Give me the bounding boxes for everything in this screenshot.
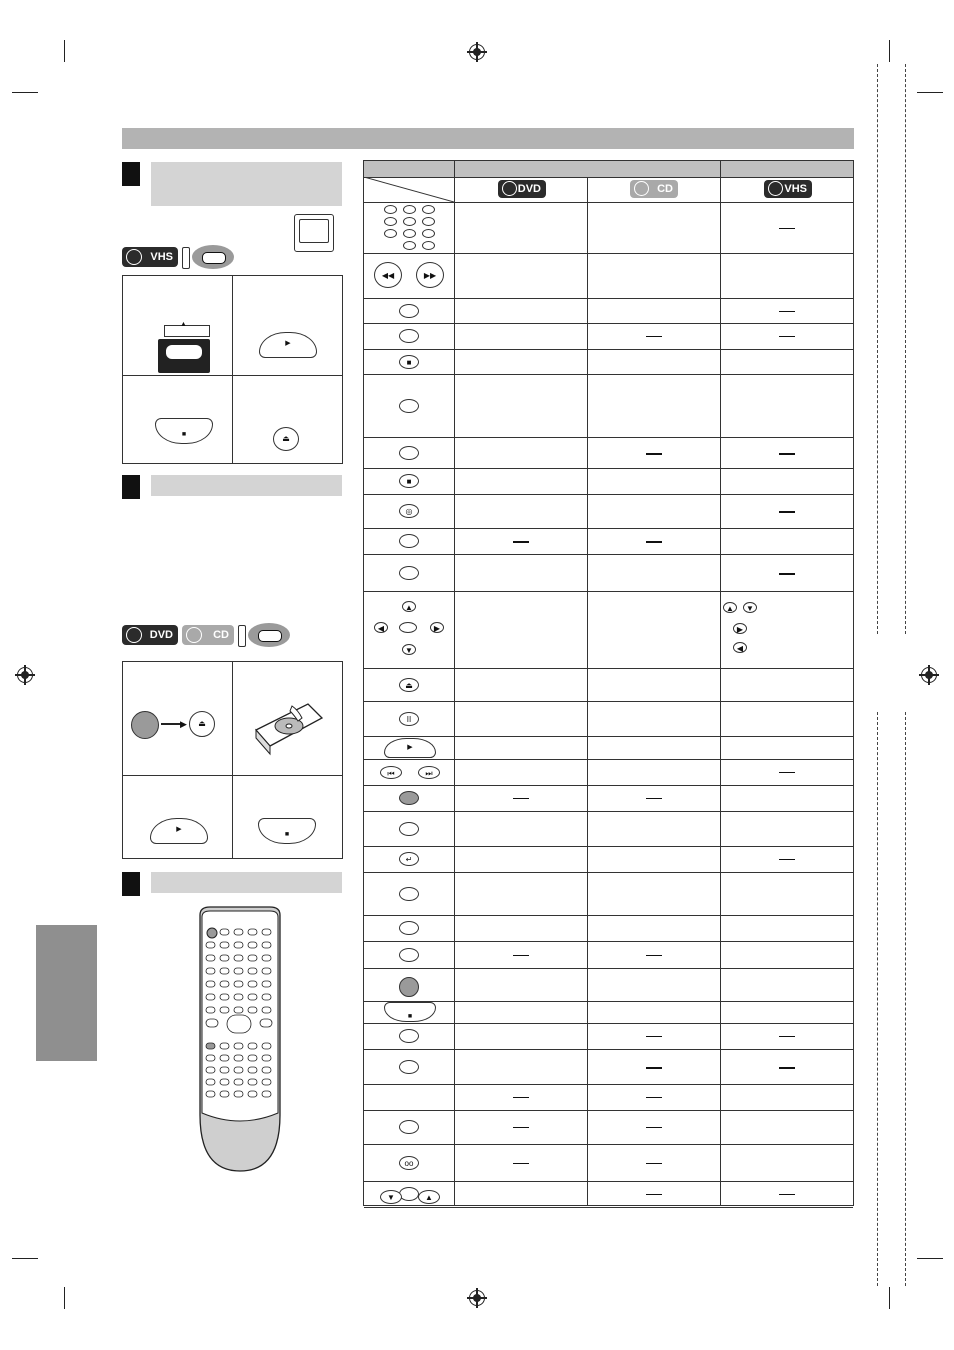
table-row-divider	[364, 253, 853, 254]
table-row-divider	[364, 554, 853, 555]
remote-key	[220, 994, 229, 1000]
divider-icon	[238, 625, 246, 647]
remote-key	[234, 1043, 243, 1049]
disc-tray-illustration	[248, 700, 326, 760]
registration-mark-icon	[469, 1290, 485, 1306]
grid-divider	[232, 275, 233, 463]
cd-column-logo: CD	[630, 180, 678, 198]
remote-key	[206, 994, 215, 1000]
table-row-divider	[364, 811, 853, 812]
number-key-button	[403, 241, 416, 250]
disc-icon: ◎	[405, 507, 413, 516]
channel-down-button	[380, 1190, 402, 1204]
function-button	[399, 399, 419, 413]
remote-key	[262, 994, 271, 1000]
remote-key	[220, 955, 229, 961]
table-row-divider	[364, 1110, 853, 1111]
vhs-down-icon: ▼	[746, 603, 754, 613]
remote-key	[234, 1079, 243, 1085]
stop-icon: ■	[407, 1013, 413, 1020]
function-button	[399, 822, 419, 836]
table-row-divider	[364, 736, 853, 737]
table-row-divider	[364, 1023, 853, 1024]
not-applicable-dash	[513, 1127, 529, 1128]
skip-back-icon: ⏮	[387, 768, 395, 778]
skip-forward-button	[418, 766, 440, 779]
remote-key	[220, 929, 229, 935]
pause-icon: II	[406, 715, 412, 724]
grid-divider	[122, 375, 342, 376]
remote-key	[220, 942, 229, 948]
remote-key	[262, 1079, 271, 1085]
remote-key	[260, 1019, 272, 1027]
remote-key	[206, 1019, 218, 1027]
section-number	[122, 475, 140, 499]
crop-mark	[917, 1258, 943, 1259]
remote-key	[234, 1091, 243, 1097]
remote-key	[262, 981, 271, 987]
not-applicable-dash	[779, 772, 795, 773]
remote-key	[262, 955, 271, 961]
table-row-divider	[364, 941, 853, 942]
cassette-icon: oo	[404, 1159, 414, 1168]
remote-key	[262, 1043, 271, 1049]
number-key-button	[384, 229, 397, 238]
remote-key	[262, 942, 271, 948]
enter-button	[399, 622, 417, 633]
play-button: ▶	[259, 332, 317, 358]
gray-button	[399, 791, 419, 805]
not-applicable-dash	[513, 1097, 529, 1098]
crop-mark	[64, 1287, 65, 1309]
remote-key	[206, 1079, 215, 1085]
fast-forward-icon: ▶▶	[423, 271, 437, 280]
not-applicable-dash	[779, 1067, 795, 1069]
table-row-divider	[364, 468, 853, 469]
number-key-button	[422, 217, 435, 226]
eject-button: ⏏	[273, 427, 299, 451]
not-applicable-dash	[646, 1067, 662, 1069]
right-icon: ▶	[433, 623, 441, 633]
table-row-divider	[364, 494, 853, 495]
eject-button	[399, 678, 419, 692]
skip-back-button	[380, 766, 402, 779]
return-button	[399, 852, 419, 866]
not-applicable-dash	[513, 798, 529, 799]
table-row-divider	[364, 1144, 853, 1145]
divider-icon	[182, 247, 190, 269]
remote-key	[220, 1043, 229, 1049]
remote-key	[234, 1067, 243, 1073]
function-button	[399, 887, 419, 901]
function-button	[399, 446, 419, 460]
table-row-divider	[364, 701, 853, 702]
stop-small-button	[399, 355, 419, 369]
remote-key	[206, 955, 215, 961]
stop-button	[384, 1002, 436, 1022]
not-applicable-dash	[513, 541, 529, 543]
vhs-down-button	[743, 602, 757, 613]
not-applicable-dash	[513, 1163, 529, 1164]
rewind-icon: ◀◀	[381, 271, 395, 280]
number-key-button	[403, 205, 416, 214]
remote-key	[206, 1007, 215, 1013]
left-button	[374, 622, 388, 633]
vhs-logo: VHS	[122, 247, 178, 267]
remote-key	[248, 1055, 257, 1061]
fast-forward-button	[416, 262, 444, 288]
remote-key	[262, 929, 271, 935]
dvd-logo: DVD	[122, 625, 178, 645]
trim-line	[905, 712, 906, 1286]
vhs-column-logo: VHS	[764, 180, 812, 198]
remote-key	[234, 994, 243, 1000]
function-button	[399, 1029, 419, 1043]
left-icon: ◀	[377, 623, 385, 633]
table-header-bar	[364, 161, 853, 177]
channel-up-icon: ▲	[425, 1193, 433, 1202]
trim-line	[877, 712, 878, 1286]
table-col-divider	[587, 177, 588, 1205]
power-button	[131, 711, 159, 739]
not-applicable-dash	[779, 1194, 795, 1195]
vhs-left-button	[733, 642, 747, 653]
table-row-divider	[364, 785, 853, 786]
function-button	[399, 1060, 419, 1074]
remote-key	[262, 1055, 271, 1061]
eject-icon: ⏏	[405, 681, 413, 690]
remote-key	[227, 1015, 251, 1033]
return-icon: ↵	[405, 855, 413, 864]
remote-key	[248, 1091, 257, 1097]
tv-icon	[294, 214, 334, 252]
stop-small-icon: ■	[406, 358, 412, 367]
function-button	[399, 304, 419, 318]
section-number	[122, 872, 140, 896]
remote-key	[220, 1091, 229, 1097]
not-applicable-dash	[646, 1163, 662, 1164]
table-row-divider	[364, 202, 853, 203]
grid-divider	[122, 775, 342, 776]
table-row-divider	[364, 374, 853, 375]
function-button	[399, 948, 419, 962]
trim-line	[905, 64, 906, 634]
not-applicable-dash	[779, 1036, 795, 1037]
up-button	[402, 601, 416, 612]
number-key-button	[384, 205, 397, 214]
table-row-divider	[364, 668, 853, 669]
remote-key	[248, 1067, 257, 1073]
channel-down-icon: ▼	[387, 1193, 395, 1202]
remote-key	[262, 1067, 271, 1073]
remote-key	[220, 1067, 229, 1073]
pause-button	[399, 712, 419, 726]
function-button	[399, 1187, 419, 1201]
play-button: ▶	[150, 818, 208, 844]
not-applicable-dash	[646, 453, 662, 455]
table-row-divider	[364, 437, 853, 438]
crop-mark	[917, 92, 943, 93]
table-row-divider	[364, 1001, 853, 1002]
not-applicable-dash	[779, 859, 795, 860]
table-row-divider	[364, 968, 853, 969]
not-applicable-dash	[646, 541, 662, 543]
vhs-up-button	[723, 602, 737, 613]
side-tab	[36, 925, 97, 1061]
remote-key	[234, 968, 243, 974]
remote-key	[220, 968, 229, 974]
remote-key	[248, 1043, 257, 1049]
cd-logo: CD	[182, 625, 234, 645]
not-applicable-dash	[779, 573, 795, 575]
remote-key	[206, 1055, 215, 1061]
table-row-divider	[364, 177, 853, 178]
not-applicable-dash	[646, 1127, 662, 1128]
remote-key	[262, 1007, 271, 1013]
table-row-divider	[364, 1207, 853, 1208]
trim-line	[877, 64, 878, 634]
cassette-badge-icon	[192, 245, 234, 269]
remote-key	[248, 994, 257, 1000]
function-button	[399, 921, 419, 935]
table-row-divider	[364, 1084, 853, 1085]
crop-mark	[889, 40, 890, 62]
power-button	[399, 977, 419, 997]
remote-key	[262, 968, 271, 974]
vhs-up-icon: ▲	[726, 603, 734, 613]
number-key-button	[422, 205, 435, 214]
crop-mark	[12, 1258, 38, 1259]
number-key-button	[403, 217, 416, 226]
not-applicable-dash	[779, 511, 795, 513]
up-icon: ▲	[405, 602, 413, 612]
remote-key	[234, 942, 243, 948]
remote-key	[220, 981, 229, 987]
remote-key	[220, 1079, 229, 1085]
vhs-right-button	[733, 623, 747, 634]
registration-mark-icon	[921, 667, 937, 683]
stop-button: ■	[155, 418, 213, 444]
disc-cassette-badge-icon	[248, 623, 290, 647]
crop-mark	[64, 40, 65, 62]
not-applicable-dash	[779, 228, 795, 229]
function-button	[399, 566, 419, 580]
function-button	[399, 1120, 419, 1134]
remote-key	[206, 942, 215, 948]
table-row-divider	[364, 528, 853, 529]
stop-square-icon: ■	[406, 477, 412, 486]
play-button	[384, 738, 436, 758]
number-key-button	[384, 217, 397, 226]
remote-key	[248, 1007, 257, 1013]
crop-mark	[889, 1287, 890, 1309]
grid-divider	[232, 661, 233, 858]
remote-key	[206, 1043, 215, 1049]
remote-key	[206, 968, 215, 974]
title-bar	[122, 128, 854, 149]
stop-button: ■	[258, 818, 316, 844]
remote-key	[220, 1055, 229, 1061]
remote-key	[234, 955, 243, 961]
not-applicable-dash	[646, 1097, 662, 1098]
remote-control-illustration	[194, 905, 286, 1175]
crop-mark	[12, 92, 38, 93]
table-row-divider	[364, 591, 853, 592]
not-applicable-dash	[646, 1036, 662, 1037]
cassette-button	[399, 1156, 419, 1170]
section-number	[122, 162, 140, 186]
remote-key	[248, 929, 257, 935]
number-key-button	[422, 229, 435, 238]
section-header	[151, 872, 342, 893]
vhs-right-icon: ▶	[736, 624, 744, 634]
remote-key	[234, 1007, 243, 1013]
remote-key	[248, 968, 257, 974]
header-diagonal	[364, 177, 454, 202]
not-applicable-dash	[779, 311, 795, 312]
remote-key	[248, 955, 257, 961]
remote-key	[206, 1091, 215, 1097]
vhs-left-icon: ◀	[736, 643, 744, 653]
vcr-insert-illustration: ▲	[158, 325, 210, 373]
registration-mark-icon	[469, 44, 485, 60]
table-row-divider	[364, 759, 853, 760]
eject-button: ⏏	[189, 711, 215, 737]
skip-forward-icon: ⏭	[425, 768, 433, 778]
remote-key	[248, 1079, 257, 1085]
table-row-divider	[364, 298, 853, 299]
table-row-divider	[364, 846, 853, 847]
table-row-divider	[364, 1181, 853, 1182]
remote-key	[234, 981, 243, 987]
play-icon: ▶	[407, 744, 413, 751]
remote-key	[262, 1091, 271, 1097]
section-header	[151, 475, 342, 496]
table-row-divider	[364, 1049, 853, 1050]
function-button	[399, 534, 419, 548]
remote-key	[248, 942, 257, 948]
remote-key	[248, 981, 257, 987]
function-button	[399, 329, 419, 343]
remote-key	[234, 929, 243, 935]
disc-button	[399, 504, 419, 518]
remote-power-key	[207, 928, 217, 938]
number-key-button	[422, 241, 435, 250]
number-key-button	[403, 229, 416, 238]
not-applicable-dash	[779, 453, 795, 455]
registration-mark-icon	[17, 667, 33, 683]
not-applicable-dash	[779, 336, 795, 337]
function-table	[363, 160, 854, 1206]
down-icon: ▼	[405, 645, 413, 655]
stop-square-button	[399, 474, 419, 488]
table-row-divider	[364, 349, 853, 350]
not-applicable-dash	[513, 955, 529, 956]
not-applicable-dash	[646, 336, 662, 337]
remote-key	[206, 981, 215, 987]
table-row-divider	[364, 915, 853, 916]
table-row-divider	[364, 872, 853, 873]
rewind-button	[374, 262, 402, 288]
not-applicable-dash	[646, 955, 662, 956]
not-applicable-dash	[646, 798, 662, 799]
remote-key	[206, 1067, 215, 1073]
section-header	[151, 162, 342, 206]
down-button	[402, 644, 416, 655]
dvd-column-logo: DVD	[498, 180, 546, 198]
arrow-head-icon: ▶	[180, 719, 187, 729]
right-button	[430, 622, 444, 633]
remote-key	[220, 1007, 229, 1013]
table-row-divider	[364, 323, 853, 324]
remote-key	[234, 1055, 243, 1061]
not-applicable-dash	[646, 1194, 662, 1195]
channel-up-button	[418, 1190, 440, 1204]
